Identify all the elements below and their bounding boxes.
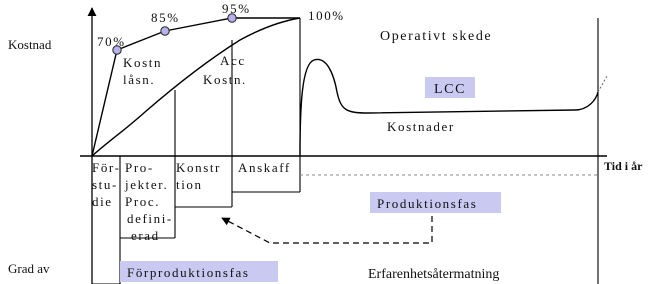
lcc-label: LCC — [434, 82, 467, 97]
acc-label-line2: Kostn. — [203, 72, 247, 87]
svg-text:defini-: defini- — [127, 211, 173, 226]
svg-text:För-: För- — [92, 160, 121, 175]
svg-text:stu-: stu- — [92, 177, 118, 192]
lock-point-85 — [161, 27, 169, 35]
svg-text:erad: erad — [131, 228, 160, 243]
grade-axis-label: Grad av — [8, 261, 50, 276]
kostn-label-line2: låsn. — [123, 72, 156, 87]
phase-label-projektering — [124, 160, 173, 243]
svg-text:die: die — [92, 194, 113, 209]
svg-text:tion: tion — [176, 177, 203, 192]
phase-label-anskaffning: Anskaff — [238, 160, 291, 175]
time-axis-label: Tid i år — [604, 159, 643, 173]
production-phase-label: Produktionsfas — [377, 196, 478, 211]
percent-95-label: 95% — [222, 1, 251, 16]
operative-stage-label: Operativt skede — [380, 29, 493, 44]
feedback-arrow — [222, 216, 432, 243]
percent-85-label: 85% — [151, 10, 180, 25]
svg-text:jekter.: jekter. — [125, 177, 169, 192]
svg-text:Konstr: Konstr — [176, 160, 221, 175]
svg-text:Pro-: Pro- — [125, 160, 154, 175]
percent-100-label: 100% — [308, 8, 345, 23]
operational-costs-label: Kostnader — [387, 119, 455, 134]
svg-text:Proc.: Proc. — [125, 194, 161, 209]
phase-label-konstruktion — [176, 160, 221, 192]
acc-label-line1: Acc — [220, 53, 246, 68]
preproduction-phase-label: Förproduktionsfas — [127, 265, 250, 280]
percent-70-label: 70% — [97, 34, 126, 49]
kostn-label-line1: Kostn — [123, 55, 163, 70]
cost-axis-label: Kostnad — [8, 37, 52, 52]
cost-curve-continuation — [598, 76, 607, 92]
operational-cost-curve — [300, 59, 598, 155]
feedback-label: Erfarenhetsåtermatning — [368, 267, 500, 282]
phase-label-forstudie — [92, 160, 121, 209]
